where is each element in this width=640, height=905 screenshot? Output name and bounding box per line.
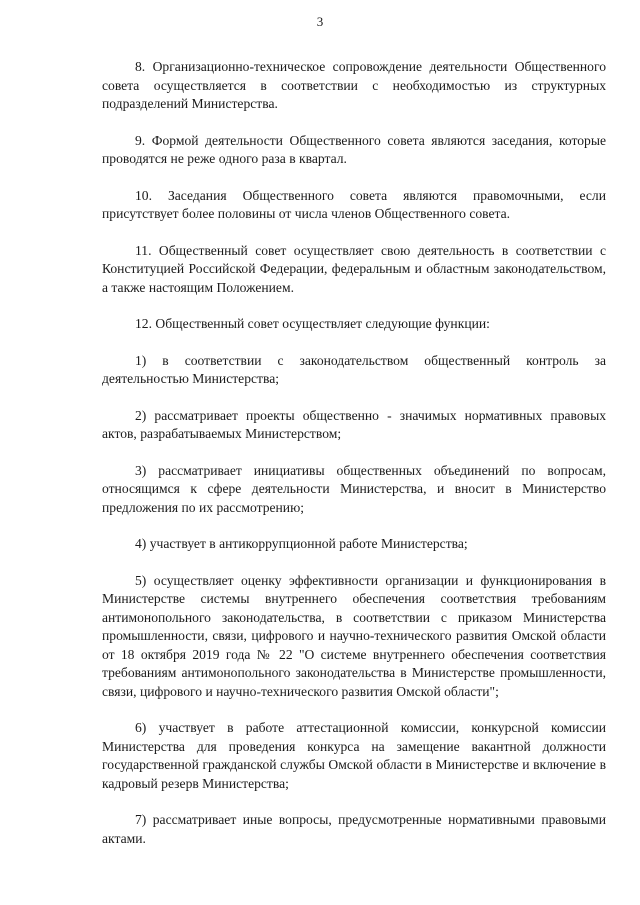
paragraph-item-9: 9. Формой деятельности Общественного совета являются заседания, которые проводятся не реже одного раза в квартал. — [102, 132, 606, 166]
function-item-2: 2) рассматривает проекты общественно - значимых нормативных правовых актов, разрабатываемых Министерством; — [102, 407, 606, 441]
function-item-5: 5) осуществляет оценку эффективности организации и функционирования в Министерстве системы внутреннего обеспечения соответствия требованиям антимонопольного законодательства, в соответствии с приказом Министерства промышленности, связи, цифрового и научно-технического развития Омской области от 18 октября 2019 года № 22 "О системе внутреннего обеспечения соответствия требованиям антимонопольного законодательства в Министерстве промышленности, связи, цифрового и научно-технического развития Омской области"; — [102, 572, 606, 699]
paragraph-item-11: 11. Общественный совет осуществляет свою деятельность в соответствии с Конституцией Российской Федерации, федеральным и областным законодательством, а также настоящим Положением. — [102, 242, 606, 295]
page-number: 3 — [316, 14, 324, 29]
function-item-6: 6) участвует в работе аттестационной комиссии, конкурсной комиссии Министерства для проведения конкурса на замещение вакантной должности государственной гражданской службы Омской области в Министерстве и включение в кадровый резерв Министерства; — [102, 720, 606, 791]
paragraph-item-12: 12. Общественный совет осуществляет следующие функции: — [135, 316, 490, 331]
paragraph-item-10: 10. Заседания Общественного совета являются правомочными, если присутствует более половины от числа членов Общественного совета. — [102, 187, 606, 221]
function-item-3: 3) рассматривает инициативы общественных объединений по вопросам, относящимся к сфере деятельности Министерства, и вносит в Министерство предложения по их рассмотрению; — [102, 462, 606, 515]
function-item-4: 4) участвует в антикоррупционной работе Министерства; — [135, 536, 468, 551]
document-body — [102, 58, 606, 866]
function-item-7: 7) рассматривает иные вопросы, предусмотренные нормативными правовыми актами. — [102, 812, 606, 846]
paragraph-item-8: 8. Организационно-техническое сопровождение деятельности Общественного совета осуществляется в соответствии с необходимостью из структурных подразделений Министерства. — [102, 59, 606, 111]
function-item-1: 1) в соответствии с законодательством общественный контроль за деятельностью Министерства; — [102, 352, 606, 386]
